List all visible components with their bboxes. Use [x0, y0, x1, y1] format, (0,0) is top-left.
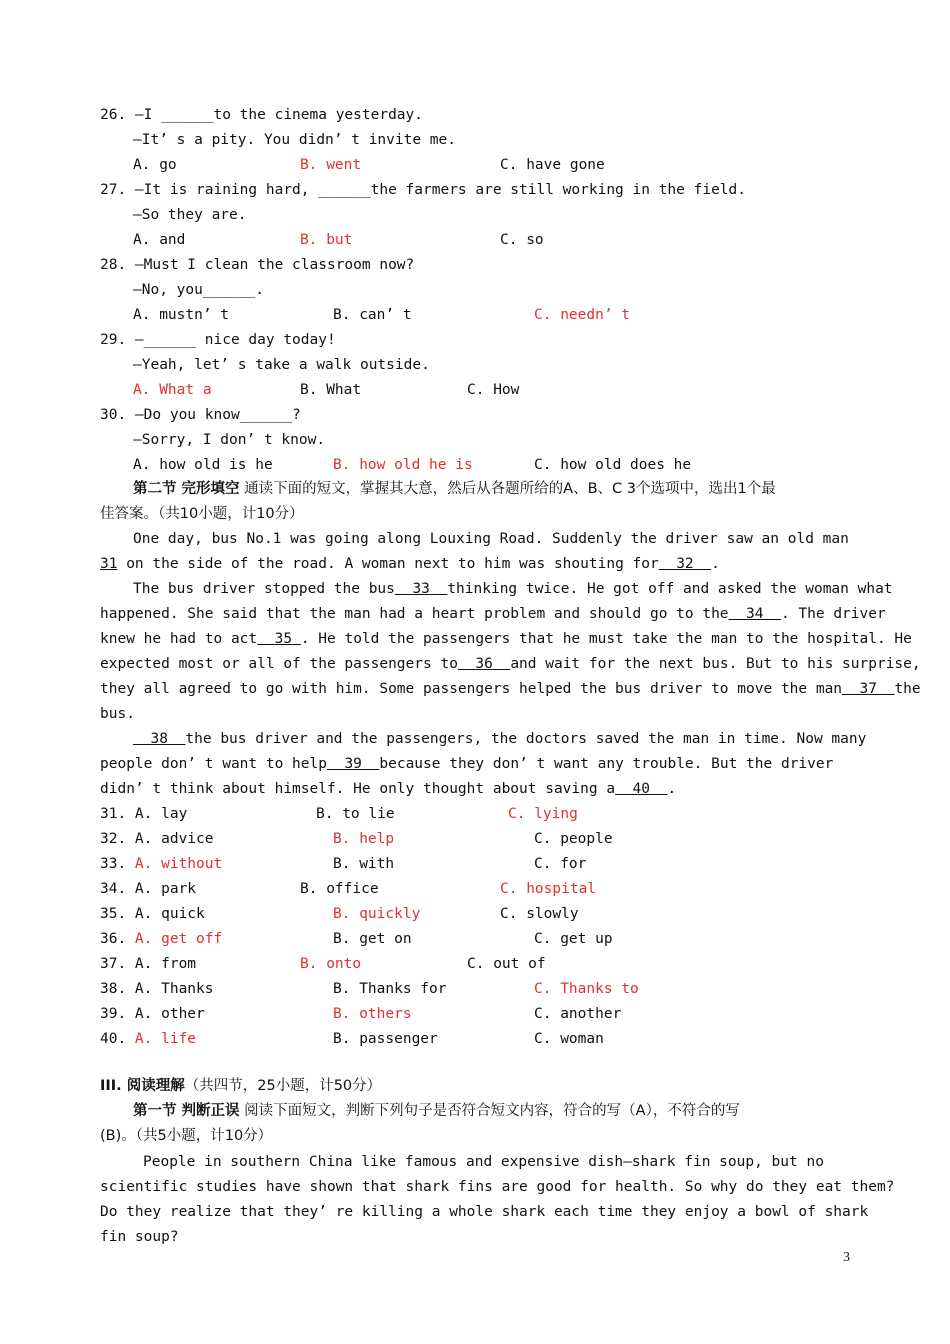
q37-option-b-answer: B. onto: [300, 956, 362, 972]
q29-reply: —Yeah, let’ s take a walk outside.: [133, 357, 430, 373]
q30-stem: 30. —Do you know______?: [100, 407, 301, 423]
reading-para-line1: People in southern China like famous and expensive dish—shark fin soup, but no: [143, 1154, 824, 1170]
blank-36: 36: [475, 656, 493, 672]
q38-option-b: B. Thanks for: [333, 981, 447, 997]
q31-option-a: 31. A. lay: [100, 806, 188, 822]
cloze-p1-text1: One day, bus No.1 was going along Louxing Road. Suddenly the driver saw an old man: [133, 531, 849, 547]
reading-heading-note: （共四节，25小题，计50分）: [184, 1078, 382, 1094]
q34-option-c-answer: C. hospital: [500, 881, 597, 897]
cloze-p2-line1: The bus driver stopped the bus 33 thinking twice. He got off and asked the woman what: [133, 581, 893, 597]
q29-stem: 29. —______ nice day today!: [100, 332, 336, 348]
blank-37: 37: [859, 681, 877, 697]
q26-stem: 26. —I ______to the cinema yesterday.: [100, 107, 424, 123]
cloze-p3-line3: didn’ t think about himself. He only thought about saving a 40 .: [100, 781, 677, 797]
cloze-p2-line3: knew he had to act 35 . He told the passengers that he must take the man to the hospital. He: [100, 631, 912, 647]
q36-option-a-row: 36. A. get off: [100, 931, 223, 947]
q27-reply: —So they are.: [133, 207, 247, 223]
q26-option-c: C. have gone: [500, 157, 605, 173]
cloze-heading: 第二节 完形填空: [133, 481, 240, 497]
q32-option-b-answer: B. help: [333, 831, 395, 847]
q40-option-c: C. woman: [534, 1031, 604, 1047]
q35-option-b-answer: B. quickly: [333, 906, 421, 922]
q28-option-c-answer: C. needn’ t: [534, 307, 631, 323]
q33-option-a-answer: A. without: [134, 856, 223, 872]
q26-option-b-answer: B. went: [300, 157, 362, 173]
q36-option-a-answer: A. get off: [134, 931, 223, 947]
blank-35: 35: [274, 631, 293, 647]
reading-instr-line1: 阅读下面短文，判断下列句子是否符合短文内容，符合的写（A），不符合的写: [244, 1103, 740, 1119]
q35-option-a: 35. A. quick: [100, 906, 205, 922]
cloze-p3-line1: 38 the bus driver and the passengers, the doctors saved the man in time. Now many: [133, 729, 866, 749]
q27-stem: 27. —It is raining hard, ______the farmers are still working in the field.: [100, 182, 747, 198]
reading-para-line3: Do they realize that they’ re killing a whole shark each time they enjoy a bowl of shark: [100, 1204, 869, 1220]
blank-32: 32: [676, 556, 694, 572]
q26-option-a: A. go: [133, 157, 177, 173]
q29-option-b: B. What: [300, 382, 362, 398]
blank-34: 34: [746, 606, 764, 622]
blank-40: 40: [632, 781, 650, 797]
q39-option-c: C. another: [534, 1006, 622, 1022]
q30-option-a: A. how old is he: [133, 457, 273, 473]
q37-option-c: C. out of: [467, 956, 546, 972]
q27-option-c: C. so: [500, 232, 544, 248]
q39-option-a: 39. A. other: [100, 1006, 205, 1022]
blank-39: 39: [344, 756, 362, 772]
q30-option-c: C. how old does he: [534, 457, 692, 473]
q30-reply: —Sorry, I don’ t know.: [133, 432, 326, 448]
q38-option-c-answer: C. Thanks to: [534, 981, 639, 997]
cloze-instr-line2: 佳答案。（共10小题，计10分）: [100, 506, 304, 522]
cloze-p2-line6: bus.: [100, 706, 135, 722]
q36-option-c: C. get up: [534, 931, 613, 947]
reading-heading-line: [100, 1076, 381, 1096]
cloze-p2-line4: expected most or all of the passengers to 36 and wait for the next bus. But to his surprise,: [100, 656, 921, 672]
q40-option-b: B. passenger: [333, 1031, 438, 1047]
q40-option-a-row: 40. A. life: [100, 1031, 197, 1047]
q27-option-b-answer: B. but: [300, 232, 353, 248]
q33-option-c: C. for: [534, 856, 587, 872]
reading-heading: III. 阅读理解: [100, 1078, 185, 1094]
page-number: 3: [843, 1250, 850, 1265]
q29-option-c: C. How: [467, 382, 520, 398]
reading-sub-heading: 第一节 判断正误: [133, 1103, 240, 1119]
cloze-instr-line1: 通读下面的短文，掌握其大意，然后从各题所给的A、B、C 3个选项中，选出1个最: [244, 481, 776, 497]
cloze-p1-line1: [133, 529, 850, 549]
reading-para-line4: fin soup?: [100, 1229, 179, 1245]
reading-para-line2: scientific studies have shown that shark fins are good for health. So why do they eat them?: [100, 1179, 895, 1195]
q32-option-c: C. people: [534, 831, 613, 847]
q32-option-a: 32. A. advice: [100, 831, 214, 847]
q39-option-b-answer: B. others: [333, 1006, 412, 1022]
cloze-p1-line2: 31 on the side of the road. A woman next to him was shouting for 32 .: [100, 556, 720, 572]
reading-instructions: [133, 1101, 850, 1121]
q31-option-b: B. to lie: [316, 806, 395, 822]
q26-reply: —It’ s a pity. You didn’ t invite me.: [133, 132, 457, 148]
q28-reply: —No, you______.: [133, 282, 264, 298]
cloze-p2-line5: they all agreed to go with him. Some passengers helped the bus driver to move the man 37 the: [100, 681, 921, 697]
cloze-p3-line2: people don’ t want to help 39 because they don’ t want any trouble. But the driver: [100, 756, 834, 772]
q34-option-a: 34. A. park: [100, 881, 197, 897]
cloze-instructions: [133, 479, 850, 499]
q35-option-c: C. slowly: [500, 906, 579, 922]
q28-stem: 28. —Must I clean the classroom now?: [100, 257, 415, 273]
reading-instr-line2: (B)。（共5小题，计10分）: [100, 1128, 273, 1144]
blank-33: 33: [412, 581, 430, 597]
q29-option-a-answer: A. What a: [133, 382, 212, 398]
q40-option-a-answer: A. life: [134, 1031, 197, 1047]
q36-option-b: B. get on: [333, 931, 412, 947]
q28-option-b: B. can’ t: [333, 307, 412, 323]
q30-option-b-answer: B. how old he is: [333, 457, 473, 473]
q37-option-a: 37. A. from: [100, 956, 197, 972]
q38-option-a: 38. A. Thanks: [100, 981, 214, 997]
q34-option-b: B. office: [300, 881, 379, 897]
blank-38: 38: [150, 731, 168, 747]
cloze-p2-line2: happened. She said that the man had a heart problem and should go to the 34 . The driver: [100, 606, 886, 622]
q31-option-c-answer: C. lying: [508, 806, 578, 822]
q27-option-a: A. and: [133, 232, 186, 248]
blank-31: 31: [100, 556, 118, 572]
q33-option-a-row: 33. A. without: [100, 856, 223, 872]
q33-option-b: B. with: [333, 856, 395, 872]
q28-option-a: A. mustn’ t: [133, 307, 230, 323]
